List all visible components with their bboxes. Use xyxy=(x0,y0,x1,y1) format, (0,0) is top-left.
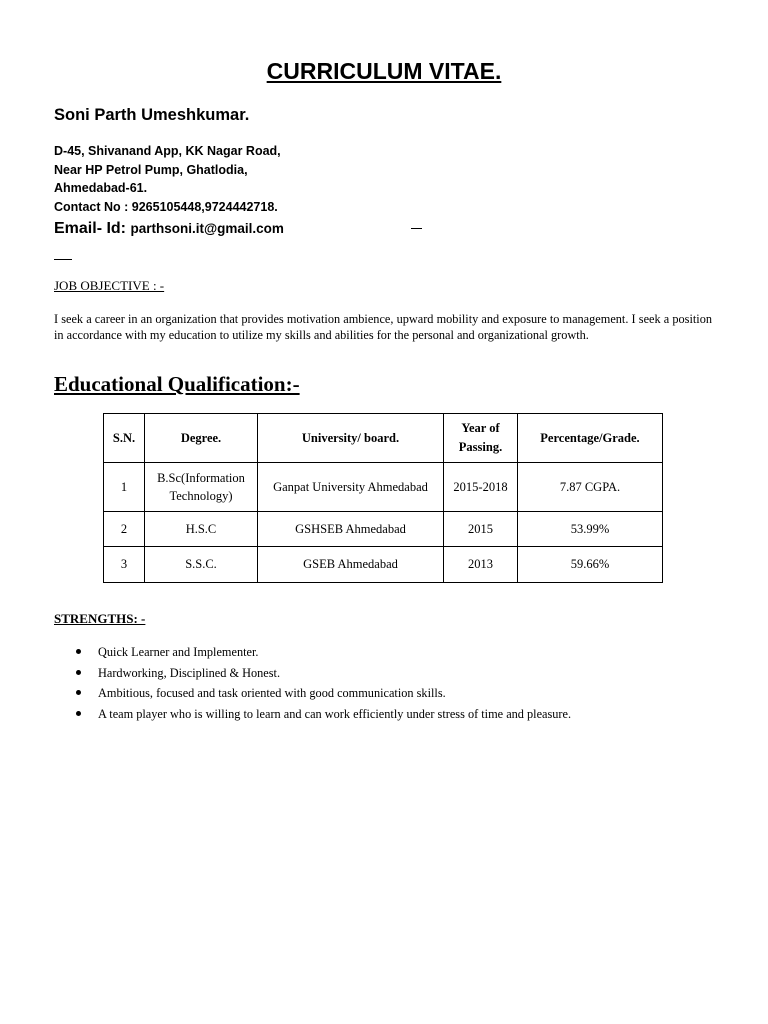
header-university: University/ board. xyxy=(258,414,444,463)
cell-year: 2015 xyxy=(444,512,518,547)
bullet-icon xyxy=(76,649,81,654)
strength-text: Quick Learner and Implementer. xyxy=(98,645,259,659)
cell-sn: 1 xyxy=(104,463,145,512)
address-line-1: D-45, Shivanand App, KK Nagar Road, xyxy=(54,144,281,158)
document-title-text: CURRICULUM VITAE. xyxy=(266,58,502,84)
address-line-3: Ahmedabad-61. xyxy=(54,181,148,195)
cell-year: 2015-2018 xyxy=(444,463,518,512)
candidate-name: Soni Parth Umeshkumar. xyxy=(54,106,250,124)
strength-text: Ambitious, focused and task oriented with good communication skills. xyxy=(98,686,446,700)
education-table xyxy=(103,413,663,583)
contact-number: Contact No : 9265105448,9724442718. xyxy=(54,200,278,214)
list-item xyxy=(76,686,571,707)
email-link[interactable]: parthsoni.it@gmail.com xyxy=(130,221,284,236)
list-item xyxy=(76,666,571,687)
strengths-heading: STRENGTHS: - xyxy=(54,611,146,626)
cell-university: GSEB Ahmedabad xyxy=(258,547,444,583)
bullet-icon xyxy=(76,690,81,695)
job-objective-heading: JOB OBJECTIVE : - xyxy=(54,278,165,293)
bullet-icon xyxy=(76,670,81,675)
email-row xyxy=(54,220,284,238)
cell-degree: H.S.C xyxy=(145,512,258,547)
table-row xyxy=(104,463,663,512)
header-degree: Degree. xyxy=(145,414,258,463)
cell-degree: B.Sc(Information Technology) xyxy=(145,463,258,512)
underline-mark xyxy=(411,228,422,229)
table-header-row xyxy=(104,414,663,463)
cell-grade: 7.87 CGPA. xyxy=(518,463,663,512)
cell-university: Ganpat University Ahmedabad xyxy=(258,463,444,512)
cell-grade: 59.66% xyxy=(518,547,663,583)
cell-degree: S.S.C. xyxy=(145,547,258,583)
cell-sn: 3 xyxy=(104,547,145,583)
table-row xyxy=(104,547,663,583)
strength-text: Hardworking, Disciplined & Honest. xyxy=(98,665,281,680)
email-label: Email- Id: xyxy=(54,220,131,237)
education-heading: Educational Qualification:- xyxy=(54,372,300,396)
header-sn: S.N. xyxy=(104,414,145,463)
cell-university: GSHSEB Ahmedabad xyxy=(258,512,444,547)
address-line-2: Near HP Petrol Pump, Ghatlodia, xyxy=(54,163,248,177)
header-percentage: Percentage/Grade. xyxy=(518,414,663,463)
list-item xyxy=(76,707,571,728)
bullet-icon xyxy=(76,711,81,716)
cell-year: 2013 xyxy=(444,547,518,583)
cell-grade: 53.99% xyxy=(518,512,663,547)
table-row xyxy=(104,512,663,547)
document-title xyxy=(0,58,768,85)
strengths-list xyxy=(76,645,571,727)
underline-mark xyxy=(54,259,72,260)
list-item xyxy=(76,645,571,666)
strength-text: A team player who is willing to learn and can work efficiently under stress of time and pleasure. xyxy=(98,706,572,721)
header-year: Year of Passing. xyxy=(444,414,518,463)
cell-sn: 2 xyxy=(104,512,145,547)
job-objective-text: I seek a career in an organization that provides motivation ambience, upward mobility and exposure to management. I seek a position in accordance with my education to utilize my skills and abilities for the personal and organizational growth. xyxy=(54,312,712,342)
